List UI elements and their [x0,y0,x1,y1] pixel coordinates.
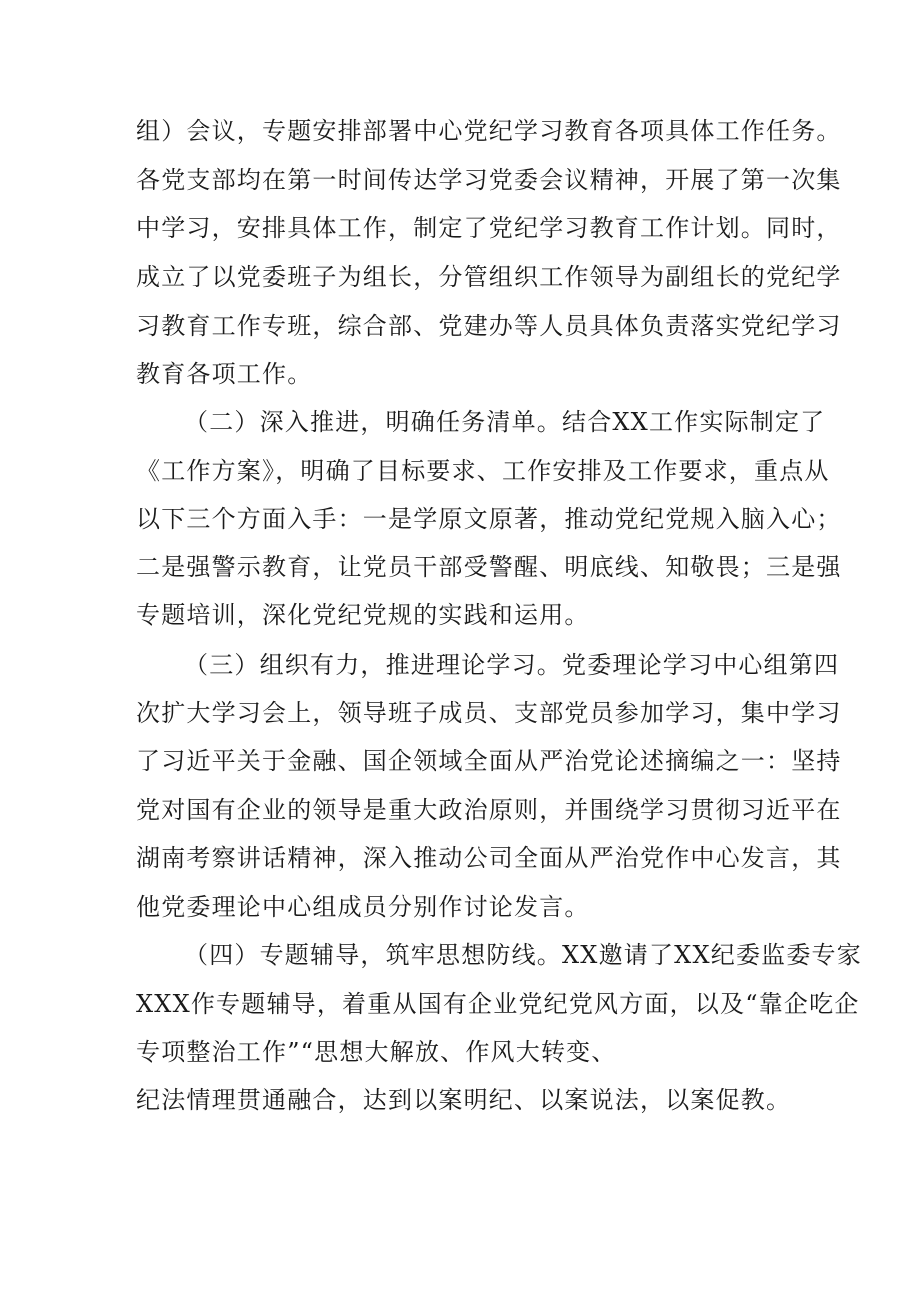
body-line: 中学习，安排具体工作，制定了党纪学习教育工作计划。同时， [136,214,842,242]
body-line: 成立了以党委班子为组长，分管组织工作领导为副组长的党纪学 [136,263,842,291]
body-line: 各党支部均在第一时间传达学习党委会议精神，开展了第一次集 [136,166,842,194]
body-line: 以下三个方面入手：一是学原文原著，推动党纪党规入脑入心； [136,505,842,533]
body-line: 专题培训，深化党纪党规的实践和运用。 [136,601,590,629]
body-line: 湖南考察讲话精神，深入推动公司全面从严治党作中心发言，其 [136,844,842,872]
body-line: 习教育工作专班，综合部、党建办等人员具体负责落实党纪学习 [136,312,842,340]
body-line: 次扩大学习会上，领导班子成员、支部党员参加学习，集中学习 [136,699,842,727]
body-line: 党对国有企业的领导是重大政治原则，并围绕学习贯彻习近平在 [136,796,842,824]
body-line: XXX作专题辅导，着重从国有企业党纪党风方面，以及“靠企吃企 [136,990,860,1018]
body-line: 了习近平关于金融、国企领域全面从严治党论述摘编之一：坚持 [136,747,842,775]
section-heading-2: （二）深入推进，明确任务清单。结合XX工作实际制定了 [184,408,826,436]
body-line: 《工作方案》，明确了目标要求、工作安排及工作要求，重点从 [136,457,830,485]
body-line: 他党委理论中心组成员分别作讨论发言。 [136,893,590,921]
section-heading-3: （三）组织有力，推进理论学习。党委理论学习中心组第四 [184,651,840,679]
body-line: 组）会议，专题安排部署中心党纪学习教育各项具体工作任务。 [136,117,842,145]
body-line: 纪法情理贯通融合，达到以案明纪、以案说法，以案促教。 [136,1086,792,1114]
body-line: 二是强警示教育，让党员干部受警醒、明底线、知敬畏；三是强 [136,553,842,581]
section-heading-4: （四）专题辅导，筑牢思想防线。XX邀请了XX纪委监委专家 [184,941,862,969]
body-line: 教育各项工作。 [136,360,313,388]
body-line: 专项整治工作”“思想大解放、作风大转变、 [136,1038,617,1066]
